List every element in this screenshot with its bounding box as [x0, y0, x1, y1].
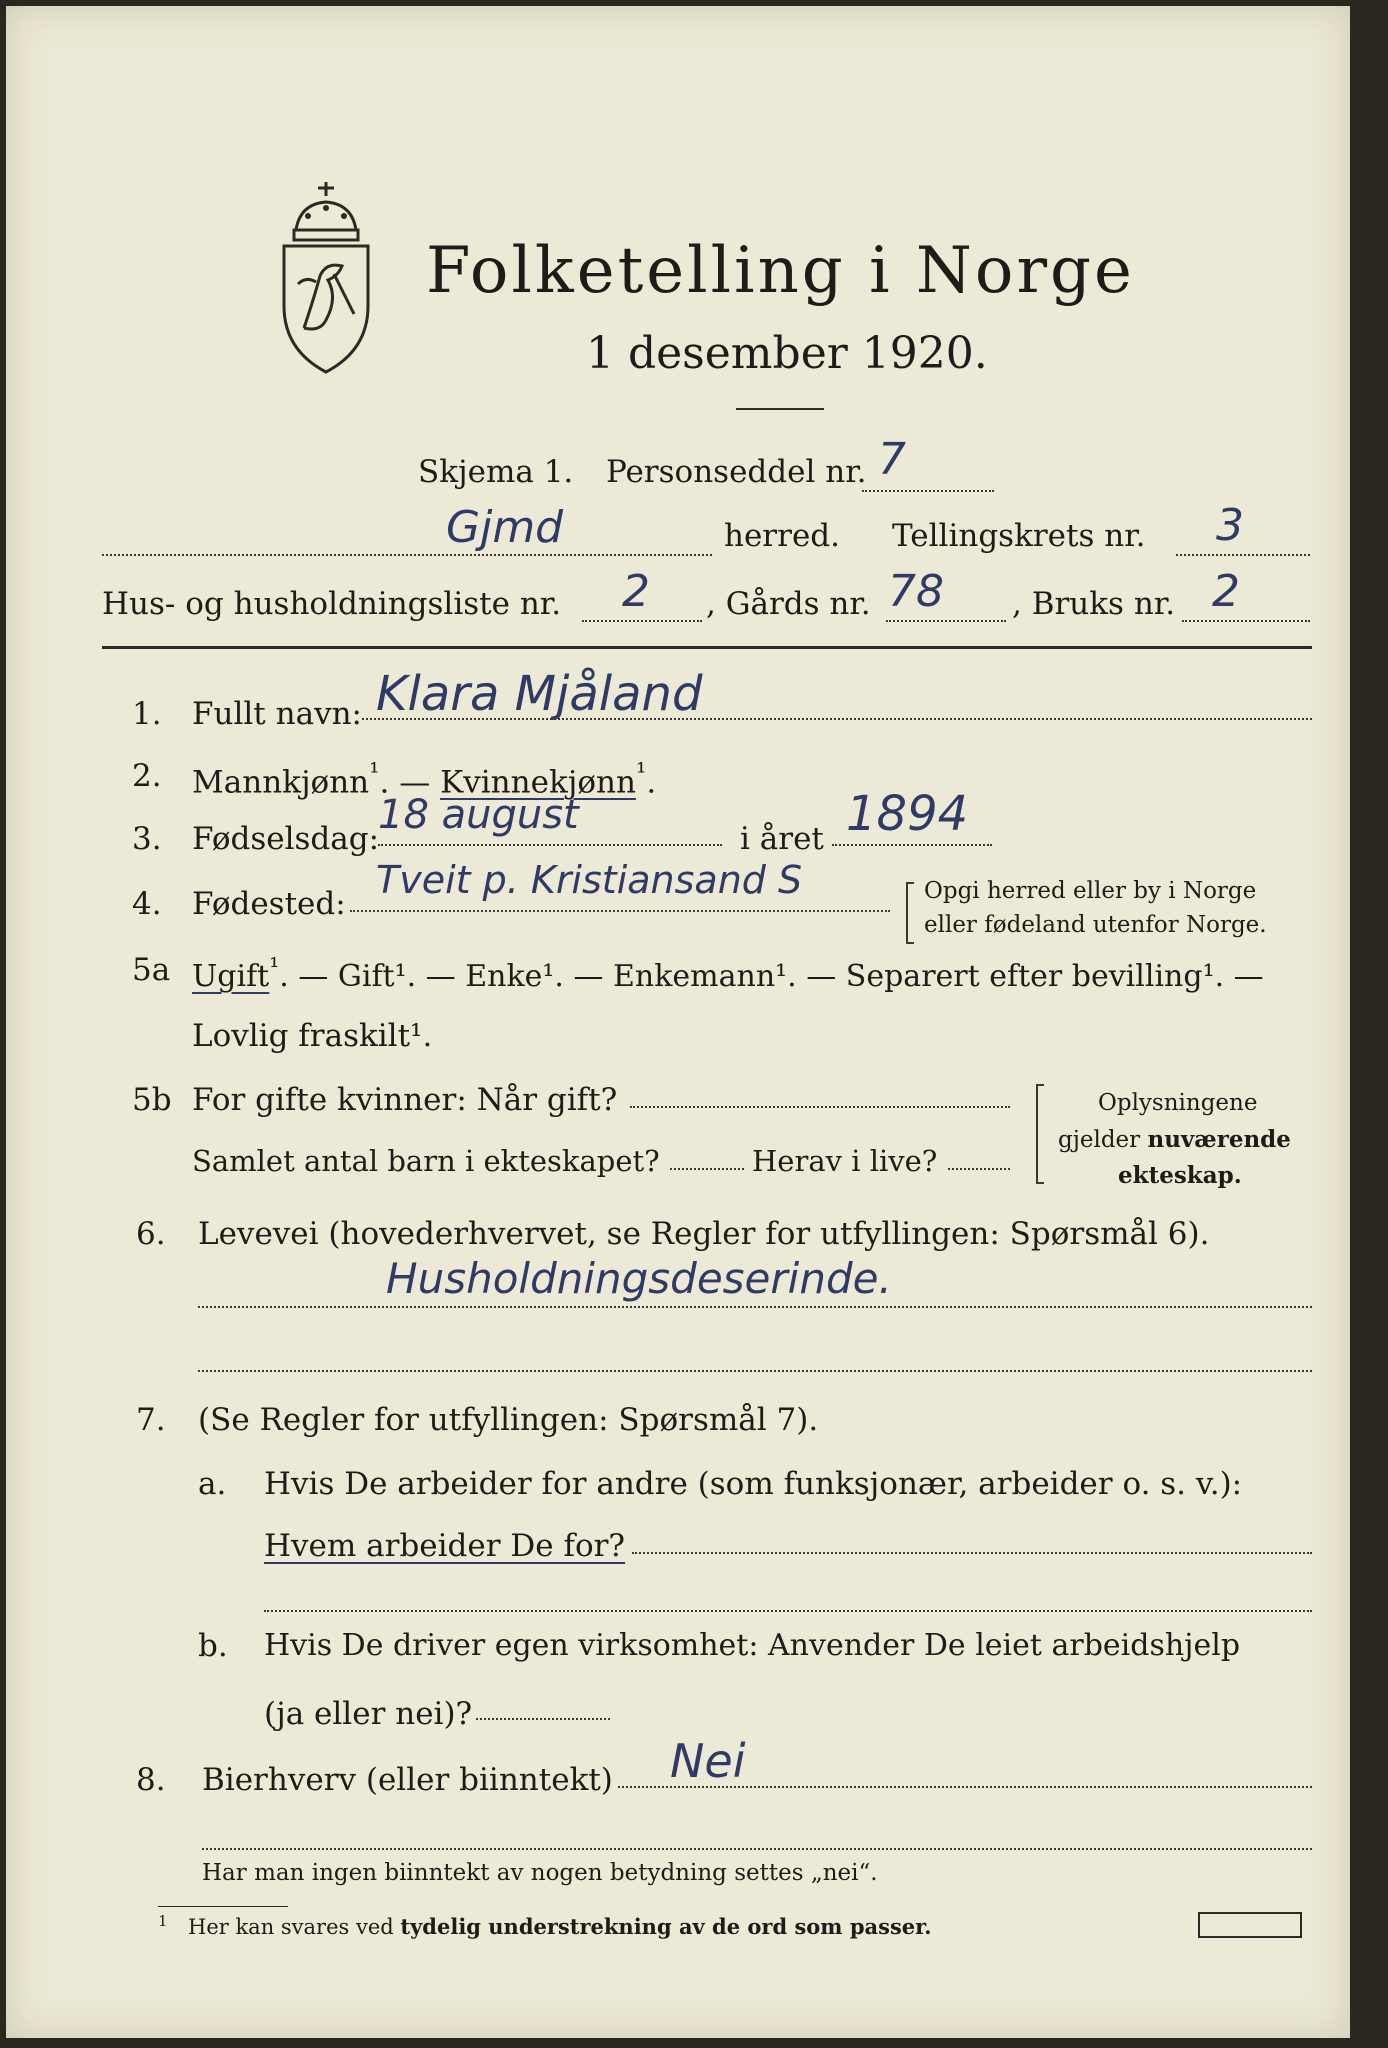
q7b-question: Hvis De driver egen virksomhet: Anvender De leiet arbeidshjelp [264, 1628, 1241, 1663]
q3-birth-date[interactable]: 18 august [378, 792, 579, 838]
q1-full-name[interactable]: Klara Mjåland [376, 666, 703, 722]
tellingskrets-value[interactable]: 3 [1216, 500, 1244, 551]
q5a-fraskilt-option[interactable]: Lovlig fraskilt¹. [192, 1018, 433, 1054]
tellingskrets-label: Tellingskrets nr. [892, 518, 1146, 554]
q5b-when-married-label: For gifte kvinner: Når gift? [192, 1082, 618, 1118]
q4-note-line2: eller fødeland utenfor Norge. [924, 912, 1267, 938]
q7-number: 7. [136, 1402, 166, 1438]
q3-number: 3. [132, 821, 162, 857]
bruks-label: , Bruks nr. [1012, 586, 1176, 622]
q1-label: Fullt navn: [192, 696, 362, 732]
gards-line [886, 620, 1006, 622]
husliste-line [582, 620, 702, 622]
husliste-value[interactable]: 2 [622, 566, 650, 617]
q6-line2[interactable] [198, 1370, 1312, 1372]
q4-line [350, 910, 890, 912]
q4-number: 4. [132, 886, 162, 922]
q5b-note-line2: gjelder nuværende [1058, 1126, 1291, 1153]
q4-note-brace [906, 882, 914, 944]
husliste-label: Hus- og husholdningsliste nr. [102, 586, 562, 622]
q5b-number: 5b [132, 1082, 172, 1118]
q6-line1 [198, 1306, 1312, 1308]
header-separator [102, 646, 1312, 649]
q8-side-income[interactable]: Nei [670, 1734, 746, 1788]
footnote-text: Her kan svares ved tydelig understrekning av de ord som passer. [188, 1914, 932, 1939]
q2-female-option[interactable]: Kvinnekjønn [440, 764, 636, 801]
footnote-mark: 1 [158, 1912, 168, 1930]
herred-value[interactable]: Gjmd [446, 502, 564, 553]
personseddel-label: Personseddel nr. [606, 454, 867, 490]
norwegian-coat-of-arms-icon [274, 178, 378, 378]
gards-label: , Gårds nr. [706, 586, 871, 622]
form-date: 1 desember 1920. [586, 328, 988, 379]
personseddel-line [862, 490, 994, 492]
q2-options: Mannkjønn$^{^1}$. — Kvinnekjønn$^{^1}$. [192, 758, 657, 801]
gards-value[interactable]: 78 [888, 566, 944, 617]
q8-extra-line[interactable] [202, 1848, 1312, 1850]
printer-stamp-icon [1198, 1912, 1302, 1938]
q3-year-label: i året [740, 821, 824, 857]
q1-number: 1. [132, 696, 162, 732]
herred-label: herred. [724, 518, 840, 554]
q3-date-line [378, 844, 722, 846]
q5a-number: 5a [132, 952, 171, 988]
census-form-sheet [6, 6, 1350, 2038]
footnote-divider [158, 1906, 288, 1907]
q5b-alive-line[interactable] [948, 1168, 1010, 1170]
q5b-note-line3: ekteskap. [1118, 1162, 1242, 1189]
q5a-ugift-option[interactable]: Ugift [192, 959, 270, 994]
q5b-children-label: Samlet antal barn i ekteskapet? [192, 1144, 660, 1178]
q3-label: Fødselsdag: [192, 821, 380, 857]
q4-note-line1: Opgi herred eller by i Norge [924, 878, 1257, 904]
tellingskrets-line [1176, 554, 1310, 556]
q7b-label: (ja eller nei)? [264, 1696, 473, 1732]
q7a-employer-label: Hvem arbeider De for? [264, 1528, 626, 1564]
q4-birthplace[interactable]: Tveit p. Kristiansand S [376, 858, 803, 902]
q5b-note-line1: Oplysningene [1098, 1090, 1258, 1116]
bruks-line [1182, 620, 1310, 622]
personseddel-value[interactable]: 7 [878, 434, 906, 485]
q7-label: (Se Regler for utfyllingen: Spørsmål 7). [198, 1402, 819, 1438]
bruks-value[interactable]: 2 [1212, 566, 1240, 617]
q2-number: 2. [132, 758, 162, 794]
q7b-letter: b. [198, 1628, 228, 1664]
q6-occupation[interactable]: Husholdningsdeserinde. [386, 1254, 892, 1303]
q8-label: Bierhverv (eller biinntekt) [202, 1762, 613, 1798]
q5b-note-brace [1036, 1084, 1044, 1184]
q4-label: Fødested: [192, 886, 346, 922]
q3-birth-year[interactable]: 1894 [846, 786, 969, 842]
side-income-note: Har man ingen biinntekt av nogen betydning settes „nei“. [202, 1860, 878, 1886]
q5b-alive-label: Herav i live? [752, 1144, 938, 1178]
q7a-question: Hvis De arbeider for andre (som funksjonær, arbeider o. s. v.): [264, 1466, 1243, 1502]
herred-line [102, 554, 712, 556]
q2-male-option[interactable]: Mannkjønn [192, 764, 370, 801]
q5b-children-line[interactable] [670, 1168, 744, 1170]
q7b-line[interactable] [476, 1718, 610, 1720]
q5a-options: Ugift$^{^1}$. — Gift¹. — Enke¹. — Enkemann¹. — Separert efter bevilling¹. — [192, 952, 1264, 994]
q7a-extra-line[interactable] [264, 1610, 1312, 1612]
q3-year-line [832, 844, 992, 846]
q5a-other-options[interactable]: . — Gift¹. — Enke¹. — Enkemann¹. — Separert efter bevilling¹. — [279, 959, 1264, 994]
skjema-label: Skjema 1. [418, 454, 574, 490]
title-divider [736, 408, 824, 410]
q6-label: Levevei (hovederhvervet, se Regler for utfyllingen: Spørsmål 6). [198, 1216, 1210, 1252]
q5b-when-married-line[interactable] [630, 1106, 1010, 1108]
q6-number: 6. [136, 1216, 166, 1252]
q7a-employer-line[interactable] [632, 1552, 1312, 1554]
q8-number: 8. [136, 1762, 166, 1798]
q7a-letter: a. [198, 1466, 227, 1502]
form-title: Folketelling i Norge [426, 234, 1135, 308]
